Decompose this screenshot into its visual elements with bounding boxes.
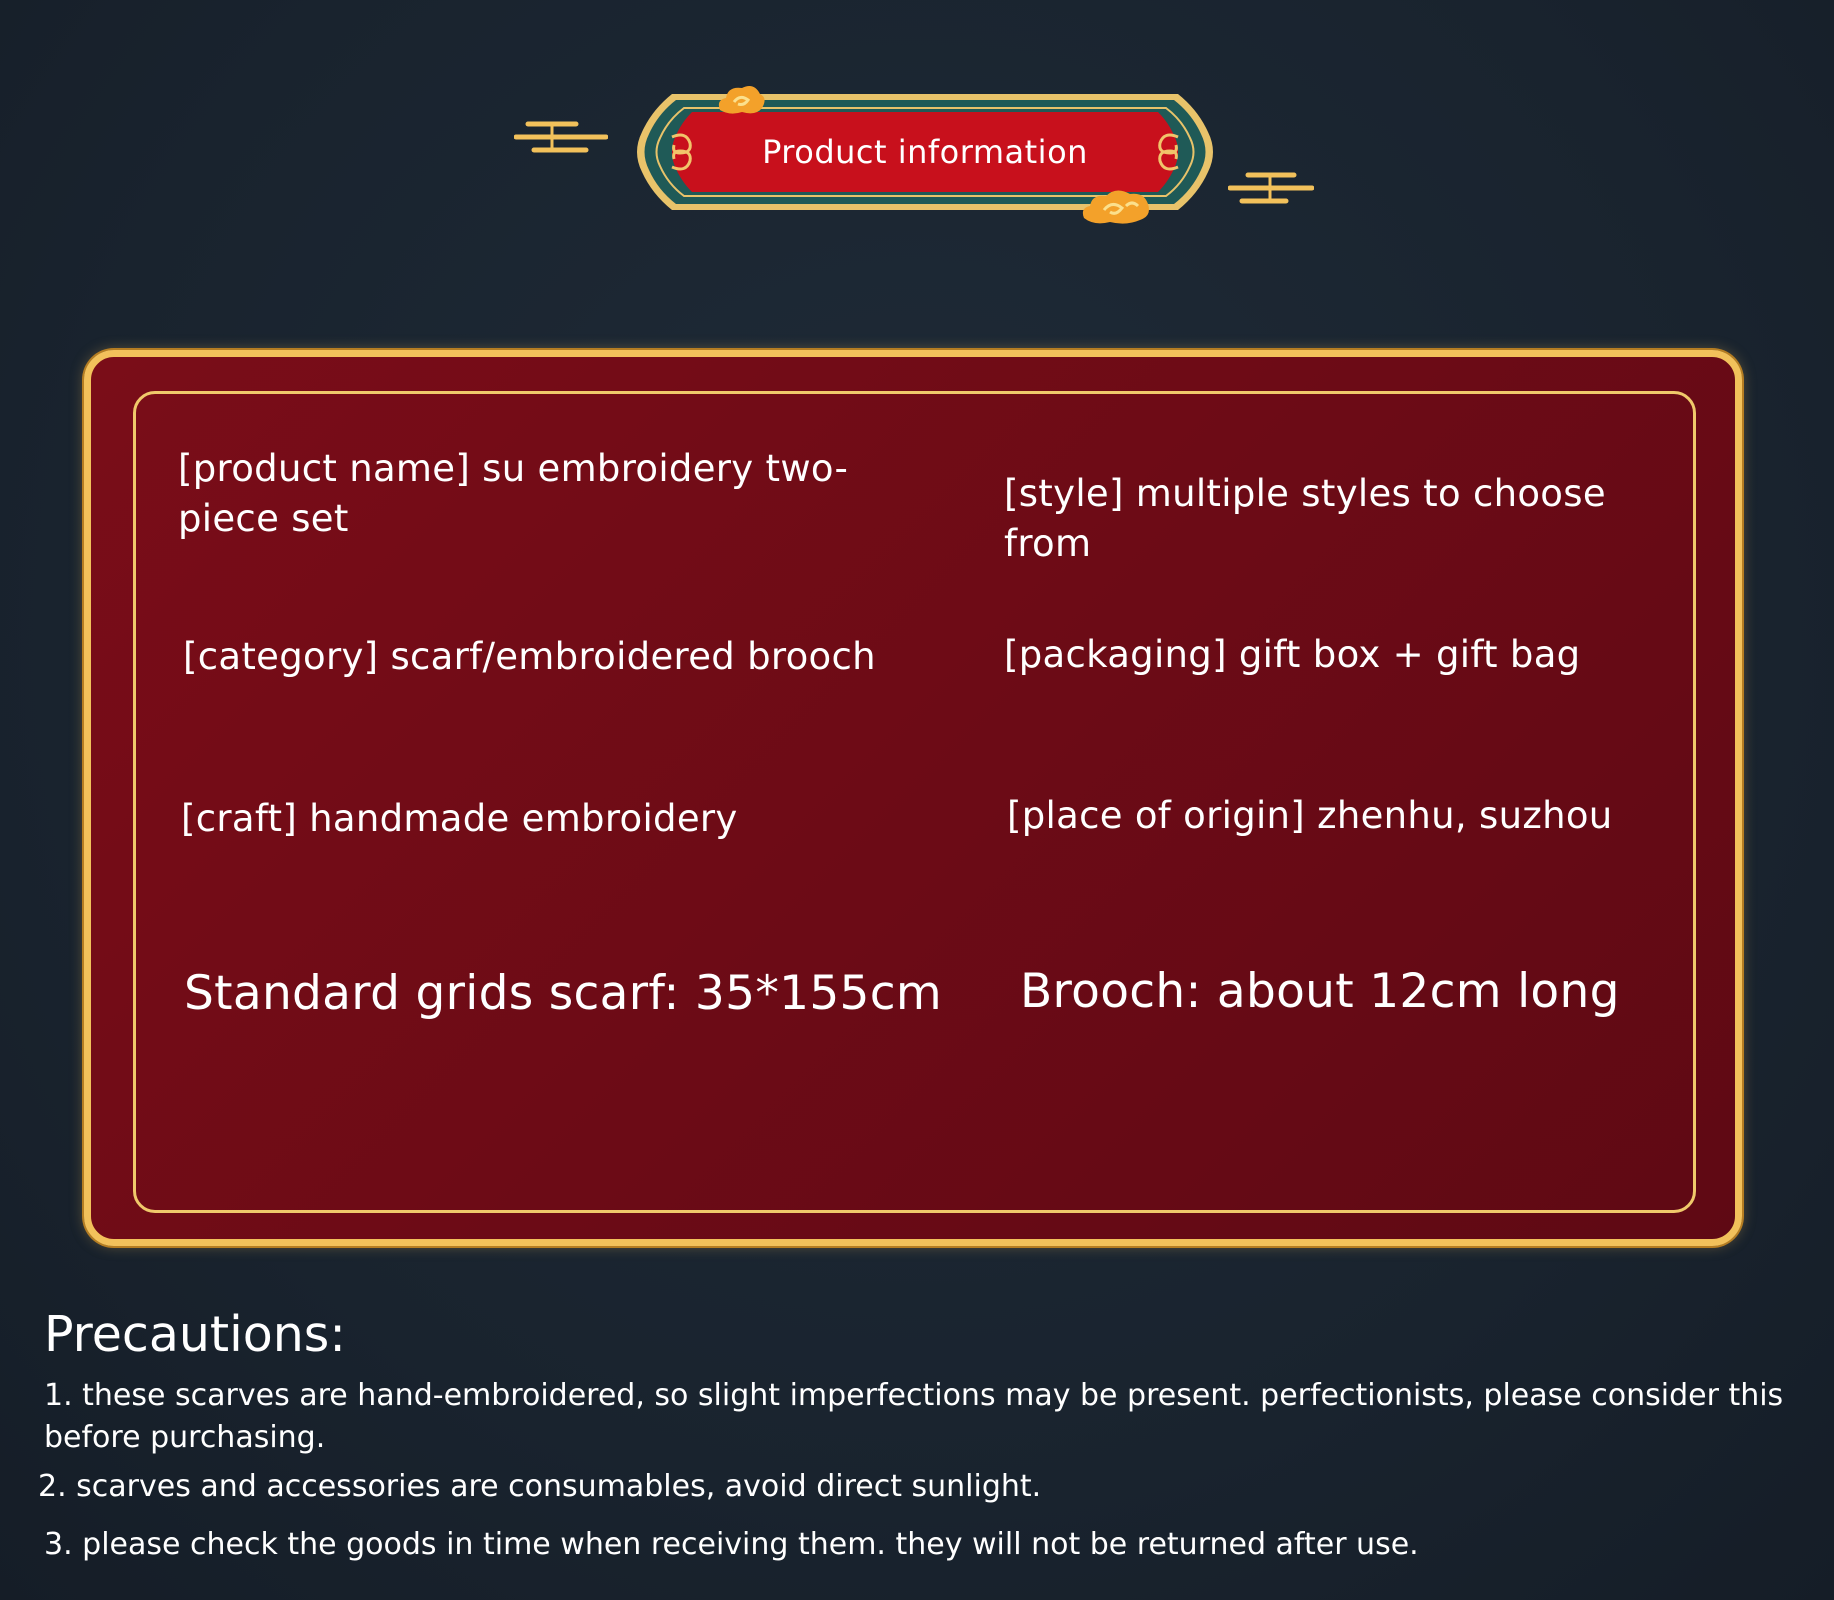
info-brooch-size: Brooch: about 12cm long — [1020, 964, 1620, 1019]
precaution-item-1: 1. these scarves are hand-embroidered, so slight imperfections may be present. perfectionists, please consider this before purchasing. — [44, 1378, 1784, 1455]
precaution-item-2: 2. scarves and accessories are consumables, avoid direct sunlight. — [38, 1469, 1042, 1504]
banner-title: Product information — [762, 133, 1088, 171]
precaution-item-3: 3. please check the goods in time when receiving them. they will not be returned after use. — [44, 1527, 1419, 1562]
header-banner — [632, 92, 1218, 212]
info-packaging: [packaging] gift box + gift bag — [1004, 633, 1581, 676]
decorative-lines-icon — [1228, 170, 1314, 206]
precautions-title: Precautions: — [44, 1306, 346, 1363]
info-craft: [craft] handmade embroidery — [181, 797, 738, 840]
info-place-of-origin: [place of origin] zhenhu, suzhou — [1007, 794, 1613, 837]
info-style: [style] multiple styles to choose from — [1004, 472, 1606, 565]
decorative-lines-icon — [514, 118, 608, 156]
info-product-name: [product name] su embroidery two-piece set — [178, 447, 849, 540]
info-category: [category] scarf/embroidered brooch — [183, 635, 876, 678]
info-scarf-size: Standard grids scarf: 35*155cm — [184, 966, 942, 1021]
